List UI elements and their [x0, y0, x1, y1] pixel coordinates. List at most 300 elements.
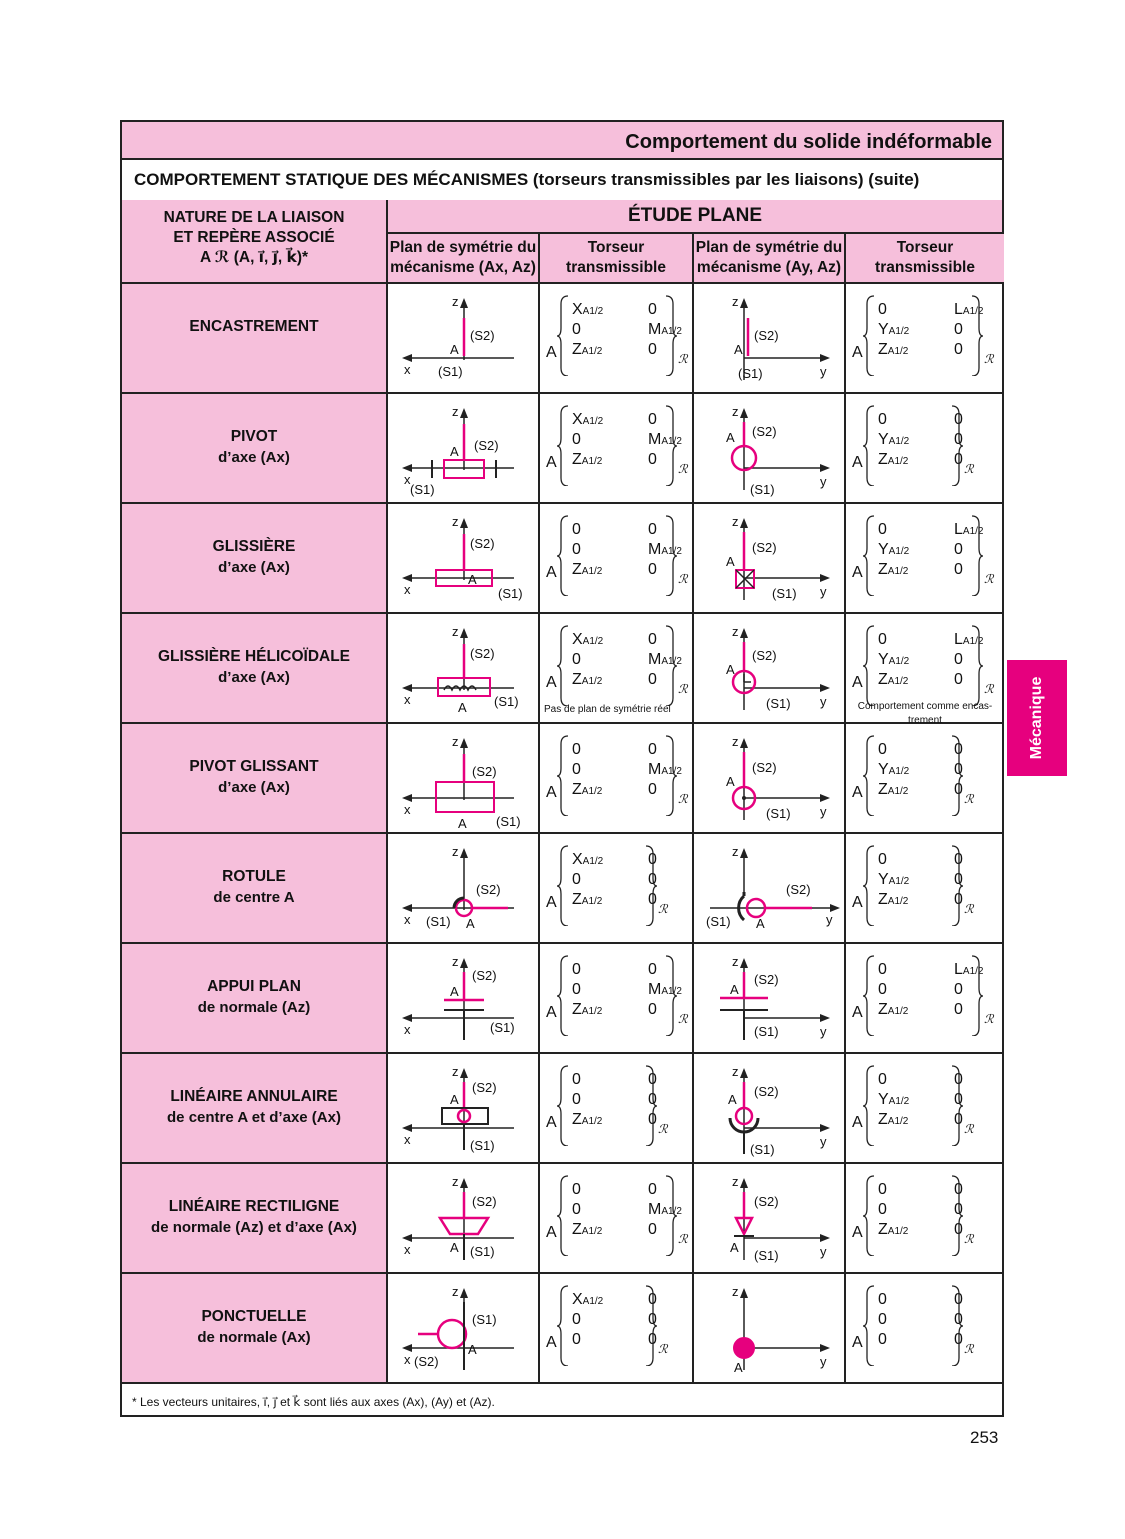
torseur-mom: 0: [648, 521, 657, 538]
right-brace-icon: [950, 1284, 964, 1366]
frame-symbol: ℛ: [678, 572, 688, 586]
schema-ay-az: [694, 1274, 846, 1382]
torseur-res: 0: [572, 1091, 581, 1108]
torseur-res: Z: [572, 781, 582, 798]
right-brace-icon: [664, 734, 678, 816]
svg-text:(S2): (S2): [754, 1194, 779, 1209]
frame-symbol: ℛ: [658, 902, 668, 916]
torseur-sub: A1/2: [887, 1226, 909, 1237]
right-brace-icon: [664, 404, 678, 486]
torseur: [546, 1172, 686, 1262]
torseur-line: [572, 320, 682, 340]
svg-text:A: A: [728, 1092, 737, 1107]
torseur-ay-az: [846, 614, 1004, 726]
torseur-mom: 0: [954, 1001, 963, 1018]
torseur-ay-az: [846, 1164, 1004, 1272]
right-brace-icon: [970, 954, 984, 1036]
side-tab: [1007, 660, 1067, 776]
svg-text:x: x: [404, 692, 411, 707]
torseur-res: Y: [878, 871, 889, 888]
schema-ay-az: [694, 724, 846, 832]
torseur-sub: A1/2: [887, 566, 909, 577]
torseur-ay-az: [846, 394, 1004, 502]
torseur-res: 0: [572, 981, 581, 998]
svg-text:y: y: [820, 474, 827, 489]
schema-ay-az: [694, 1054, 846, 1162]
svg-text:x: x: [404, 582, 411, 597]
nature-header: [122, 200, 388, 284]
svg-text:(S1): (S1): [410, 482, 435, 497]
schema-ay-az: [694, 834, 846, 942]
torseur-line: [878, 450, 963, 470]
torseur-sub: A1/2: [888, 1096, 910, 1107]
torseur-mom: MA1/2: [648, 761, 682, 778]
svg-text:y: y: [826, 912, 833, 927]
svg-text:(S1): (S1): [750, 482, 775, 497]
torseur-mom: LA1/2: [954, 521, 984, 538]
svg-text:z: z: [732, 294, 739, 309]
torseur-line: [572, 960, 657, 980]
torseur-mom: LA1/2: [954, 631, 984, 648]
svg-text:(S1): (S1): [772, 586, 797, 601]
left-brace-icon: [556, 1064, 570, 1146]
frame-symbol: ℛ: [678, 1012, 688, 1026]
torseur-sub: A1/2: [582, 306, 604, 317]
torseur-line: [572, 1330, 657, 1350]
torseur-ay-az: [846, 944, 1004, 1052]
right-brace-icon: [950, 734, 964, 816]
torseur-res: 0: [572, 1331, 581, 1348]
svg-text:(S1): (S1): [426, 914, 451, 929]
liaison-subtitle: d’axe (Ax): [218, 449, 290, 466]
schema-icon: [694, 394, 846, 504]
torseur-mom: 0: [954, 761, 963, 778]
right-brace-icon: [950, 1174, 964, 1256]
svg-text:z: z: [732, 1174, 739, 1189]
svg-text:(S2): (S2): [786, 882, 811, 897]
torseur-mom: LA1/2: [954, 301, 984, 318]
left-brace-icon: [556, 1284, 570, 1366]
svg-text:(S1): (S1): [490, 1020, 515, 1035]
torseur-ax-az: [540, 834, 694, 942]
schema-icon: [388, 724, 540, 834]
torseur-ay-az: [846, 1274, 1004, 1382]
right-brace-icon: [970, 514, 984, 596]
torseur-line: [878, 980, 963, 1000]
table-row: [122, 834, 1002, 944]
torseur-mom: 0: [648, 671, 657, 688]
torseur-line: [572, 1110, 657, 1130]
schema-icon: [388, 944, 540, 1054]
torseur-point: A: [546, 1334, 557, 1351]
torseur-res: Z: [878, 1221, 888, 1238]
table-row: [122, 1164, 1002, 1274]
torseur-mom: MA1/2: [648, 541, 682, 558]
schema-icon: [694, 1274, 846, 1384]
torseur-mom: 0: [648, 1091, 657, 1108]
torseur-sub: A1/2: [582, 636, 604, 647]
torseur-res: Y: [878, 541, 889, 558]
torseur-sub: A1/2: [887, 896, 909, 907]
svg-text:(S2): (S2): [476, 882, 501, 897]
torseur-mom: 0: [954, 451, 963, 468]
torseur-res: Y: [878, 761, 889, 778]
torseur-line: [878, 430, 963, 450]
svg-text:z: z: [452, 514, 459, 529]
schema-icon: [388, 394, 540, 504]
torseur-res: 0: [878, 521, 887, 538]
torseur-sub: A1/2: [887, 1006, 909, 1017]
torseur-line: [878, 890, 963, 910]
torseur-res: Z: [572, 891, 582, 908]
torseur-l1: Torseur: [896, 239, 954, 256]
torseur-res: Z: [878, 1001, 888, 1018]
torseur-line: [878, 1310, 963, 1330]
svg-text:z: z: [732, 844, 739, 859]
svg-text:(S1): (S1): [498, 586, 523, 601]
torseur-res: 0: [878, 631, 887, 648]
schema-icon: [694, 614, 846, 724]
left-brace-icon: [862, 1284, 876, 1366]
torseur-res: 0: [572, 761, 581, 778]
torseur-res: Z: [878, 891, 888, 908]
title-bold: COMPORTEMENT STATIQUE DES MÉCANISMES: [134, 170, 529, 189]
schema-icon: [388, 1054, 540, 1164]
torseur-line: [878, 670, 963, 690]
torseur-point: A: [546, 674, 557, 691]
torseur-mom: 0: [954, 981, 963, 998]
torseur-sub: A1/2: [581, 456, 603, 467]
svg-text:(S2): (S2): [752, 648, 777, 663]
svg-text:A: A: [458, 816, 467, 831]
frame-symbol: ℛ: [964, 1342, 974, 1356]
svg-text:(S1): (S1): [470, 1244, 495, 1259]
torseur-line: [572, 630, 657, 650]
torseur-mom: 0: [954, 1181, 963, 1198]
frame-symbol: ℛ: [678, 462, 688, 476]
svg-text:(S1): (S1): [496, 814, 521, 829]
svg-text:z: z: [452, 954, 459, 969]
torseur-res: Z: [572, 1001, 582, 1018]
svg-text:(S2): (S2): [754, 1084, 779, 1099]
torseur-line: [572, 560, 657, 580]
torseur-mom: 0: [648, 891, 657, 908]
svg-text:(S1): (S1): [766, 696, 791, 711]
torseur-line: [878, 1220, 963, 1240]
torseur-mom: 0: [648, 411, 657, 428]
nature-line3: A ℛ (A, i⃗, j⃗, k⃗)*: [199, 249, 309, 266]
torseur: [852, 512, 992, 602]
torseur: [852, 842, 992, 932]
torseur-ay-az: [846, 284, 1004, 392]
torseur-sub: A1/2: [888, 436, 910, 447]
svg-text:A: A: [450, 1092, 459, 1107]
table-frame: [120, 120, 1004, 1417]
svg-text:z: z: [452, 734, 459, 749]
left-brace-icon: [862, 954, 876, 1036]
torseur: [852, 1282, 992, 1372]
right-brace-icon: [664, 624, 678, 706]
torseur-mom: 0: [648, 961, 657, 978]
schema-ay-az: [694, 504, 846, 612]
torseur-line: [572, 1090, 657, 1110]
svg-text:A: A: [726, 554, 735, 569]
torseur-res: Y: [878, 1091, 889, 1108]
torseur-res: X: [572, 301, 583, 318]
torseur-sub: A1/2: [581, 566, 603, 577]
liaison-name: [122, 834, 388, 942]
torseur-line: [878, 520, 984, 540]
torseur-mom: 0: [954, 1311, 963, 1328]
left-brace-icon: [556, 404, 570, 486]
torseur-mom: 0: [648, 451, 657, 468]
torseur-res: Y: [878, 651, 889, 668]
right-brace-icon: [644, 1064, 658, 1146]
table-row: [122, 614, 1002, 724]
right-brace-icon: [950, 844, 964, 926]
schema-ay-az: [694, 614, 846, 722]
torseur-res: 0: [878, 1331, 887, 1348]
torseur-point: A: [546, 784, 557, 801]
left-brace-icon: [556, 624, 570, 706]
svg-text:y: y: [820, 1244, 827, 1259]
right-brace-icon: [644, 1284, 658, 1366]
torseur-line: [878, 1330, 963, 1350]
frame-symbol: ℛ: [964, 902, 974, 916]
liaison-name: [122, 1274, 388, 1382]
torseur-line: [572, 670, 657, 690]
liaison-title: APPUI PLAN: [207, 978, 301, 995]
torseur-line: [572, 980, 682, 1000]
table-row: [122, 724, 1002, 834]
svg-text:z: z: [732, 404, 739, 419]
torseur-sub: A1/2: [581, 1116, 603, 1127]
svg-text:z: z: [452, 624, 459, 639]
torseur-res: 0: [572, 1201, 581, 1218]
torseur-mom: 0: [954, 851, 963, 868]
torseur: [546, 622, 686, 712]
nature-line2: ET REPÈRE ASSOCIÉ: [173, 229, 335, 246]
torseur-sub: A1/2: [887, 786, 909, 797]
torseur-res: 0: [572, 651, 581, 668]
torseur-mom: 0: [648, 1331, 657, 1348]
torseur-line: [878, 540, 963, 560]
torseur-mom: 0: [954, 1331, 963, 1348]
torseur-line: [572, 1070, 657, 1090]
svg-text:(S2): (S2): [414, 1354, 439, 1369]
liaison-title: ROTULE: [222, 868, 286, 885]
schema-ax-az: [388, 944, 540, 1052]
torseur-point: A: [852, 1224, 863, 1241]
torseur-res: Z: [572, 341, 582, 358]
torseur-line: [878, 1200, 963, 1220]
schema-ax-az: [388, 724, 540, 832]
svg-text:x: x: [404, 1242, 411, 1257]
torseur-ax-az: [540, 504, 694, 612]
torseur-ax-az: [540, 944, 694, 1052]
plan-ay-l2: mécanisme (Ay, Az): [696, 259, 842, 276]
svg-text:z: z: [732, 734, 739, 749]
torseur-res: 0: [878, 1201, 887, 1218]
torseur-res: 0: [878, 1291, 887, 1308]
torseur-point: A: [852, 564, 863, 581]
torseur-mom: 0: [954, 541, 963, 558]
liaison-subtitle: de centre A et d’axe (Ax): [167, 1109, 341, 1126]
schema-ax-az: [388, 614, 540, 722]
svg-text:z: z: [452, 844, 459, 859]
torseur-line: [878, 650, 963, 670]
torseur-line: [572, 340, 657, 360]
torseur-line: [572, 870, 657, 890]
liaison-title: GLISSIÈRE HÉLICOÏDALE: [157, 648, 351, 665]
table-row: [122, 284, 1002, 394]
torseur-point: A: [852, 1334, 863, 1351]
torseur-mom: MA1/2: [648, 1201, 682, 1218]
left-brace-icon: [556, 514, 570, 596]
svg-text:A: A: [450, 1240, 459, 1255]
liaison-subtitle: de centre A: [213, 889, 295, 906]
schema-icon: [694, 944, 846, 1054]
torseur-line: [878, 300, 984, 320]
svg-text:(S1): (S1): [438, 364, 463, 379]
torseur-mom: 0: [648, 341, 657, 358]
torseur-res: 0: [878, 1311, 887, 1328]
torseur-ay-az: [846, 504, 1004, 612]
torseur-ax-az: [540, 1274, 694, 1382]
svg-text:x: x: [404, 1352, 411, 1367]
svg-text:A: A: [734, 342, 743, 357]
torseur-mom: 0: [954, 671, 963, 688]
torseur-line: [878, 630, 984, 650]
torseur-sub: A1/2: [887, 1116, 909, 1127]
torseur-sub: A1/2: [888, 876, 910, 887]
svg-text:z: z: [732, 1284, 739, 1299]
svg-text:x: x: [404, 362, 411, 377]
torseur-mom: 0: [954, 1291, 963, 1308]
torseur-point: A: [852, 894, 863, 911]
torseur-line: [572, 430, 682, 450]
torseur-mom: 0: [954, 561, 963, 578]
liaison-title: GLISSIÈRE: [212, 538, 296, 555]
torseur-sub: A1/2: [581, 786, 603, 797]
torseur: [852, 952, 992, 1042]
right-brace-icon: [950, 1064, 964, 1146]
torseur-ax-az: [540, 284, 694, 392]
svg-text:z: z: [452, 404, 459, 419]
right-brace-icon: [644, 844, 658, 926]
torseur-sub: A1/2: [888, 546, 910, 557]
torseur-res: 0: [878, 411, 887, 428]
schema-ax-az: [388, 284, 540, 392]
left-brace-icon: [862, 514, 876, 596]
liaison-name: [122, 1164, 388, 1272]
torseur-l1: Torseur: [587, 239, 645, 256]
torseur-mom: 0: [648, 561, 657, 578]
torseur-sub: A1/2: [581, 1226, 603, 1237]
torseur-line: [572, 650, 682, 670]
torseur-line: [878, 1110, 963, 1130]
svg-text:(S1): (S1): [472, 1312, 497, 1327]
torseur-l2: transmissible: [566, 259, 666, 276]
liaison-name: [122, 614, 388, 722]
torseur-sub: A1/2: [581, 346, 603, 357]
torseur-mom: 0: [648, 1111, 657, 1128]
table-row: [122, 1274, 1002, 1384]
torseur-line: [878, 1180, 963, 1200]
table-row: [122, 394, 1002, 504]
svg-text:y: y: [820, 694, 827, 709]
schema-icon: [388, 1164, 540, 1274]
torseur-line: [572, 450, 657, 470]
page-title: [122, 158, 1002, 202]
torseur: [546, 732, 686, 822]
right-brace-icon: [664, 514, 678, 596]
torseur-sub: A1/2: [582, 1296, 604, 1307]
torseur-res: X: [572, 631, 583, 648]
schema-ax-az: [388, 394, 540, 502]
torseur: [546, 1282, 686, 1372]
liaison-title: PIVOT GLISSANT: [189, 758, 319, 775]
schema-icon: [694, 1164, 846, 1274]
frame-symbol: ℛ: [678, 682, 688, 696]
svg-text:(S2): (S2): [752, 540, 777, 555]
torseur-line: [572, 1000, 657, 1020]
torseur-res: 0: [572, 1181, 581, 1198]
torseur-res: Z: [878, 781, 888, 798]
schema-icon: [694, 284, 846, 394]
svg-text:z: z: [732, 954, 739, 969]
frame-symbol: ℛ: [678, 1232, 688, 1246]
torseur-line: [572, 890, 657, 910]
nature-line1: NATURE DE LA LIAISON: [163, 209, 345, 226]
frame-symbol: ℛ: [964, 792, 974, 806]
schema-icon: [694, 724, 846, 834]
torseur-res: 0: [572, 961, 581, 978]
schema-ax-az: [388, 834, 540, 942]
torseur-mom: 0: [648, 631, 657, 648]
torseur-mom: 0: [954, 1091, 963, 1108]
svg-text:(S1): (S1): [494, 694, 519, 709]
frame-symbol: ℛ: [678, 352, 688, 366]
svg-text:(S2): (S2): [472, 968, 497, 983]
frame-symbol: ℛ: [658, 1342, 668, 1356]
torseur-line: [878, 850, 963, 870]
torseur-point: A: [546, 1224, 557, 1241]
title-rest: (torseurs transmissibles par les liaisons) (suite): [528, 170, 920, 189]
torseur-mom: 0: [648, 1071, 657, 1088]
torseur-line: [878, 1090, 963, 1110]
svg-text:y: y: [820, 804, 827, 819]
torseur-line: [572, 780, 657, 800]
torseur-mom: MA1/2: [648, 981, 682, 998]
svg-text:A: A: [730, 982, 739, 997]
torseur-mom: 0: [648, 851, 657, 868]
right-brace-icon: [970, 624, 984, 706]
svg-text:(S1): (S1): [754, 1024, 779, 1039]
svg-text:(S2): (S2): [472, 764, 497, 779]
torseur-sub: A1/2: [888, 656, 910, 667]
torseur-l2: transmissible: [875, 259, 975, 276]
torseur-point: A: [852, 1114, 863, 1131]
torseur-point: A: [546, 564, 557, 581]
torseur-mom: LA1/2: [954, 961, 984, 978]
torseur-res: 0: [572, 1311, 581, 1328]
svg-text:(S1): (S1): [470, 1138, 495, 1153]
torseur-line: [878, 1070, 963, 1090]
liaison-title: LINÉAIRE RECTILIGNE: [168, 1198, 340, 1215]
torseur-line: [878, 1290, 963, 1310]
schema-ax-az: [388, 1164, 540, 1272]
